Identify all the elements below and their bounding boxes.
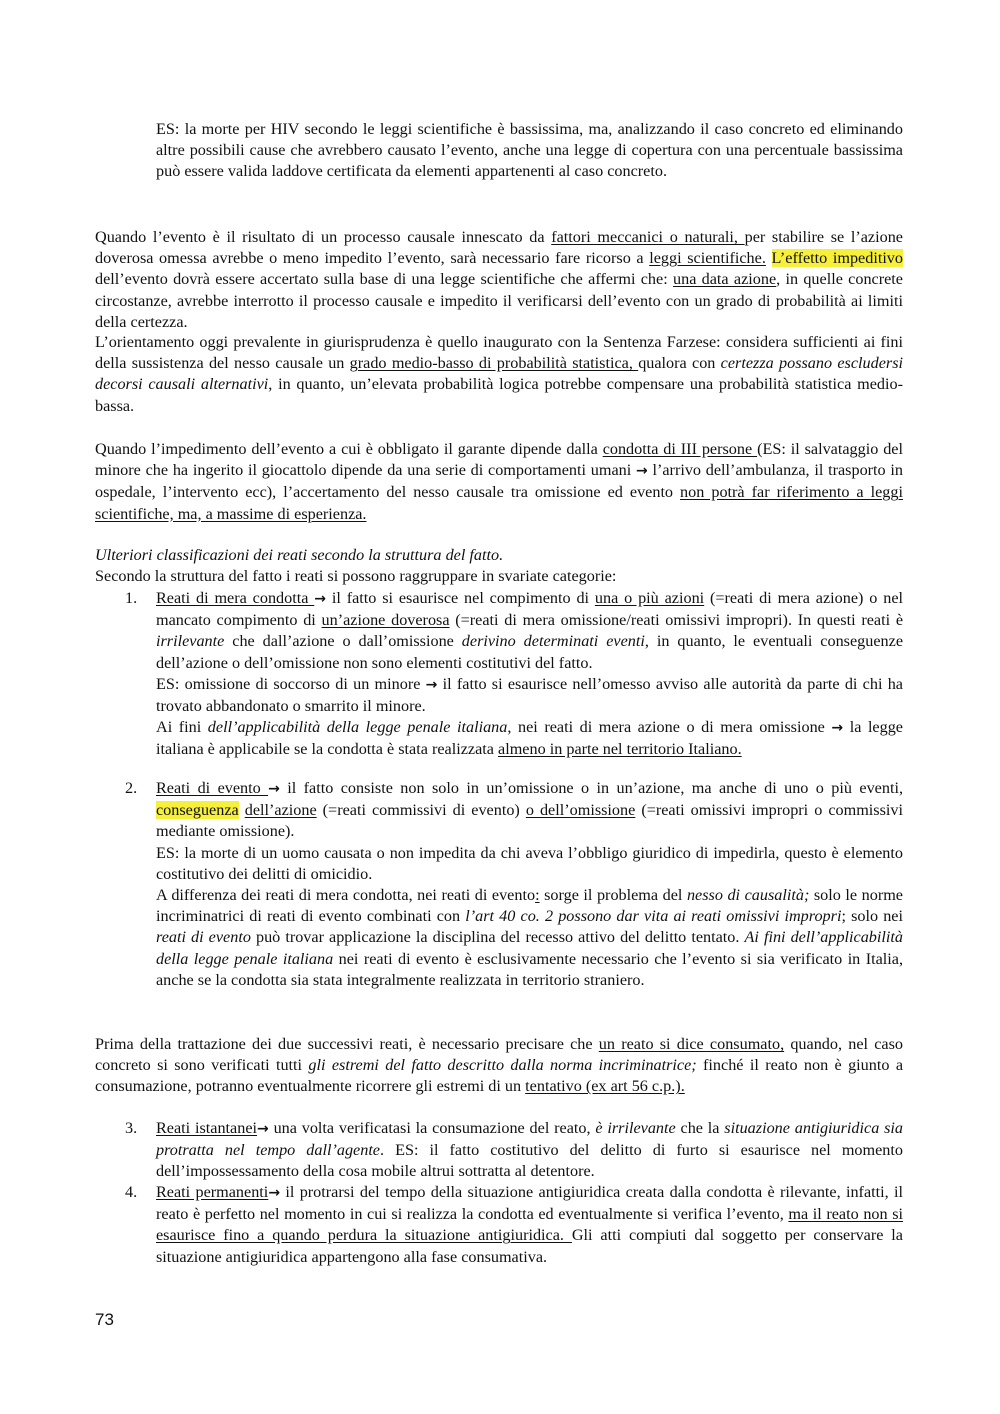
highlight-conseguenza: conseguenza <box>156 801 239 820</box>
list-number-2: 2. <box>125 779 138 797</box>
list-item-mera-condotta: Reati di mera condotta → il fatto si esaurisce nel compimento di una o più azioni (=reati di mera azione) o nel mancato compimento di un’azione doverosa (=reati di mera omissione/reati omissivi impropri). In questi reati è irrilevante che dall’azione o dall’omissione derivino determinati eventi, in quanto, le eventuali conseguenze dell’azione o dell’omissione non sono elementi costitutivi del fatto. ES: omissione di soccorso di un minore → il fatto si esaurisce nell’omesso avviso alle autorità da parte di chi ha trovato abbandonato o smarrito il minore. Ai fini dell’applicabilità della legge penale italiana, nei reati di mera azione o di mera omissione → la legge italiana è applicabile se la condotta è stata realizzata almeno in parte nel territorio Italiano. <box>156 588 903 761</box>
arrow-right-icon: → <box>831 720 844 737</box>
page-number: 73 <box>95 1310 114 1329</box>
paragraph-natural-factors: Quando l’evento è il risultato di un processo causale innescato da fattori meccanici o naturali, per stabilire se l’azione doverosa omessa avrebbe o meno impedito l’evento, sarà necessario fare ricorso a leggi scientifiche. L’effetto impeditivo dell’evento dovrà essere accertato sulla base di una legge scientifiche che affermi che: una data azione, in quelle concrete circostanze, avrebbe interrotto il processo causale e impedito il verificarsi dell’evento con un grado di probabilità ai limiti della certezza. <box>95 228 903 331</box>
arrow-right-icon: → <box>268 781 280 797</box>
list-number-4: 4. <box>125 1183 138 1201</box>
section-intro: Secondo la struttura del fatto i reati si possono raggruppare in svariate categorie: <box>95 567 617 585</box>
list-item-reati-istantanei: Reati istantanei→ una volta verificatasi la consumazione del reato, è irrilevante che la situazione antigiuridica sia protratta nel tempo dall’agente. ES: il fatto costitutivo del delitto di furto si esaurisce nel momento dell’impossessamento della cosa mobile altrui sottratta al detentore. <box>156 1119 903 1181</box>
arrow-right-icon: → <box>314 591 326 607</box>
paragraph-third-persons: Quando l’impedimento dell’evento a cui è obbligato il garante dipende dalla condotta di III persone (ES: il salvataggio del minore che ha ingerito il giocattolo dipende da una serie di comportamenti umani → l’arrivo dell’ambulanza, il trasporto in ospedale, l’intervento ecc), l’accertamento del nesso causale tra omissione ed evento non potrà far riferimento a leggi scientifiche, ma, a massime di esperienza. <box>95 440 903 523</box>
example-hiv: ES: la morte per HIV secondo le leggi scientifiche è bassissima, ma, analizzando il caso concreto ed eliminando altre possibili cause che avrebbero causato l’evento, anche una legge di copertura con una percentuale bassissima può essere valida laddove certificata da elementi appartenenti al caso concreto. <box>156 120 903 181</box>
paragraph-sentenza-farzese: L’orientamento oggi prevalente in giurisprudenza è quello inaugurato con la Sentenza Farzese: considera sufficienti ai fini della sussistenza del nesso causale un grado medio-basso di probabilità statistica, qualora con certezza possano escludersi decorsi causali alternativi, in quanto, un’elevata probabilità logica potrebbe compensare una probabilità statistica medio-bassa. <box>95 333 903 415</box>
list-number-1: 1. <box>125 589 138 607</box>
arrow-right-icon: → <box>425 676 438 693</box>
example-omicidio: ES: la morte di un uomo causata o non impedita da chi aveva l’obbligo giuridico di impedirla, questo è elemento costitutivo dei delitti di omicidio. <box>156 843 903 883</box>
list-number-3: 3. <box>125 1119 138 1137</box>
arrow-right-icon: → <box>268 1185 281 1201</box>
arrow-right-icon: → <box>257 1121 269 1137</box>
note-differenza: A differenza dei reati di mera condotta, nei reati di evento: sorge il problema del nesso di causalità; solo le norme incriminatrici di reati di evento combinati con l’art 40 co. 2 possono dar vita ai reati omissivi impropri; solo nei reati di evento può trovar applicazione la disciplina del recesso attivo del delitto tentato. Ai fini dell’applicabilità della legge penale italiana nei reati di evento è esclusivamente necessario che l’evento si sia verificato in Italia, anche se la condotta sia stata integralmente realizzata in territorio straniero. <box>156 886 903 989</box>
example-omissione-soccorso: ES: omissione di soccorso di un minore → il fatto si esaurisce nell’omesso avviso alle autorità da parte di chi ha trovato abbandonato o smarrito il minore. <box>156 674 903 716</box>
section-title: Ulteriori classificazioni dei reati secondo la struttura del fatto. <box>95 546 504 564</box>
list-item-reati-permanenti: Reati permanenti→ il protrarsi del tempo della situazione antigiuridica creata dalla condotta è rilevante, infatti, il reato è perfetto nel momento in cui si realizza la condotta ed eventualmente si verifica l’evento, ma il reato non si esaurisce fino a quando perdura la situazione antigiuridica. Gli atti compiuti dal soggetto per conservare la situazione antigiuridica appartengono alla fase consumativa. <box>156 1183 904 1266</box>
highlight-effetto-impeditivo: L’effetto impeditivo <box>771 249 903 268</box>
note-applicabilita: Ai fini dell’applicabilità della legge penale italiana, nei reati di mera azione o di mera omissione → la legge italiana è applicabile se la condotta è stata realizzata almeno in parte nel territorio Italiano. <box>156 718 903 759</box>
paragraph-reato-consumato: Prima della trattazione dei due successivi reati, è necessario precisare che un reato si dice consumato, quando, nel caso concreto si sono verificati tutti gli estremi del fatto descritto dalla norma incriminatrice; finché il reato non è giunto a consumazione, potranno eventualmente ricorrere gli estremi di un tentativo (ex art 56 c.p.). <box>95 1035 903 1096</box>
arrow-right-icon: → <box>636 463 648 480</box>
list-item-reati-di-evento: Reati di evento → il fatto consiste non solo in un’omissione o in un’azione, ma anche di uno o più eventi, conseguenza dell’azione (=reati commissivi di evento) o dell’omissione (=reati omissivi impropri o commissivi mediante omissione). ES: la morte di un uomo causata o non impedita da chi aveva l’obbligo giuridico di impedirla, questo è elemento costitutivo dei delitti di omicidio. A differenza dei reati di mera condotta, nei reati di evento: sorge il problema del nesso di causalità; solo le norme incriminatrici di reati di evento combinati con l’art 40 co. 2 possono dar vita ai reati omissivi impropri; solo nei reati di evento può trovar applicazione la disciplina del recesso attivo del delitto tentato. Ai fini dell’applicabilità della legge penale italiana nei reati di evento è esclusivamente necessario che l’evento si sia verificato in Italia, anche se la condotta sia stata integralmente realizzata in territorio straniero. <box>156 778 903 991</box>
